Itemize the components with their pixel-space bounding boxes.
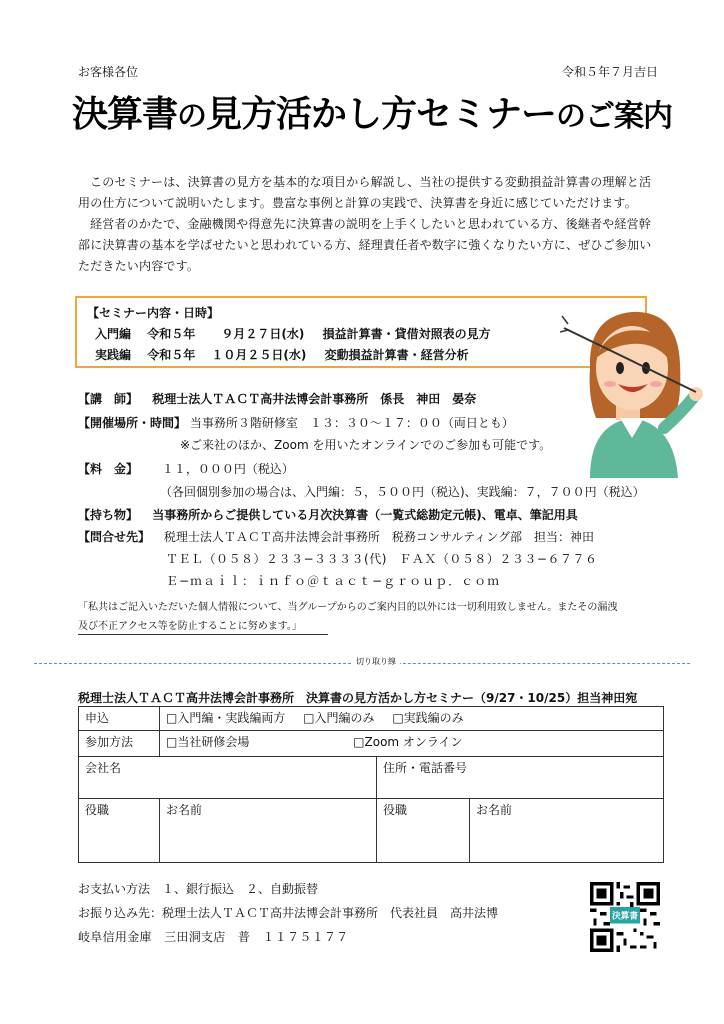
application-form [78, 706, 664, 863]
method-option-zoom[interactable]: □Zoom オンライン [353, 735, 463, 749]
position-label: 役職 [85, 803, 110, 817]
title-part-4: のご案内 [556, 99, 673, 134]
session-topic: 損益計算書・貸借対照表の見方 [322, 327, 491, 341]
session-topic: 変動損益計算書・経営分析 [324, 348, 469, 362]
items-row [78, 506, 578, 523]
address-field[interactable] [377, 757, 664, 799]
session-date: ９月２７日(水) [221, 327, 305, 341]
qr-code[interactable] [590, 882, 660, 952]
seminar-box-heading: 【セミナー内容・日時】 [87, 306, 220, 320]
intro-line: ただきたい内容です。 [78, 259, 200, 273]
cut-line-label: 切り取り線 [352, 656, 400, 667]
payment-account: お振り込み先：税理士法人ＴＡＣＴ高井法博会計事務所 代表社員 高井法博 [78, 906, 499, 920]
session-era: 令和５年 [147, 327, 196, 341]
intro-paragraph-1 [78, 172, 668, 214]
privacy-notice-line: 及び不正アクセス等を防止することに努めます。」 [78, 621, 302, 632]
session-row-1 [95, 325, 491, 342]
apply-label: 申込 [79, 707, 160, 731]
intro-line: このセミナーは、決算書の見方を基本的な項目から解説し、当社の提供する変動損益計算書の理解と活 [90, 175, 652, 189]
lecturer-row [78, 390, 476, 407]
fee-note: （各回個別参加の場合は、入門編：５，５００円（税込)、実践編：７，７００円（税込） [160, 485, 645, 499]
method-option-venue[interactable]: □当社研修会場 [166, 735, 250, 749]
apply-option-practice[interactable]: □実践編のみ [392, 711, 464, 725]
divider [78, 634, 328, 635]
session-row-2 [95, 346, 469, 363]
session-date: １０月２５日(水) [211, 348, 307, 362]
items-value: 当事務所からご提供している月次決算書（一覧式総勘定元帳)、電卓、筆記用具 [152, 508, 578, 522]
presenter-illustration [560, 298, 706, 478]
apply-option-intro[interactable]: □入門編のみ [303, 711, 375, 725]
company-label: 会社名 [85, 761, 122, 775]
address-label: 住所・電話番号 [383, 761, 468, 775]
method-options [160, 731, 664, 757]
items-label: 【持ち物】 [78, 508, 139, 522]
position-label: 役職 [383, 803, 408, 817]
title-part-2: の [177, 99, 207, 134]
name-label: お名前 [166, 803, 203, 817]
lecturer-label: 【講 師】 [78, 392, 139, 406]
addressee: お客様各位 [78, 65, 139, 79]
position-field-1[interactable] [79, 799, 160, 863]
payment-bank: 岐阜信用金庫 三田洞支店 普 １１７５１７７ [78, 930, 349, 944]
contact-value: 税理士法人ＴＡＣＴ高井法博会計事務所 税務コンサルティング部 担当：神田 [163, 530, 595, 544]
session-era: 令和５年 [147, 348, 196, 362]
venue-note: ※ご来社のほか、Zoom を用いたオンラインでのご参加も可能です。 [180, 438, 552, 452]
title-part-1: 決算書 [72, 94, 178, 135]
contact-email: Ｅ−ｍａｉｌ：ｉｎｆｏ＠ｔａｃｔ−ｇｒｏｕｐ．ｃｏｍ [166, 574, 501, 588]
intro-line: 部に決算書の基本を学ばせたいと思われている方、経理責任者や数字に強くなりたい方に、ぜひご参加い [78, 238, 652, 252]
lecturer-value: 税理士法人ＴＡＣＴ高井法博会計事務所 係長 神田 晏奈 [152, 392, 477, 406]
payment-method: お支払い方法 １、銀行振込 ２、自動振替 [78, 882, 319, 896]
fee-row [78, 460, 294, 477]
position-field-2[interactable] [377, 799, 470, 863]
privacy-notice-line: 「私共はご記入いただいた個人情報について、当グループからのご案内目的以外には一切利用致しません。またその漏洩 [78, 602, 618, 613]
apply-options [160, 707, 664, 731]
venue-label: 【開催場所・時間】 [78, 416, 187, 430]
intro-line: 経営者のかたで、金融機関や得意先に決算書の説明を上手くしたいと思われている方、後継者や経営幹 [90, 217, 651, 231]
name-field-2[interactable] [470, 799, 664, 863]
fee-value: １１，０００円（税込） [161, 462, 294, 476]
title-part-3: 見方活かし方セミナー [206, 94, 557, 135]
form-heading: 税理士法人ＴＡＣＴ高井法博会計事務所 決算書の見方活かし方セミナー（9/27・10/25）担当神田宛 [78, 691, 638, 705]
tel-fax: ＴＥＬ（０５８）２３３−３３３３(代) ＦＡＸ（０５８）２３３−６７７６ [166, 552, 598, 566]
apply-option-both[interactable]: □入門編・実践編両方 [166, 711, 286, 725]
session-name: 入門編 [95, 327, 132, 341]
intro-line: 用の仕方について説明いたします。豊富な事例と計算の実践で、決算書を身近に感じていただけます。 [78, 196, 637, 210]
qr-label: 決算書 [612, 911, 638, 922]
company-field[interactable] [79, 757, 377, 799]
contact-label: 【問合せ先】 [78, 530, 151, 544]
page-title [72, 86, 692, 137]
name-field-1[interactable] [160, 799, 377, 863]
session-name: 実践編 [95, 348, 132, 362]
fee-label: 【料 金】 [78, 462, 139, 476]
venue-row [78, 414, 514, 431]
intro-paragraph-2 [78, 214, 668, 277]
privacy-notice [78, 598, 672, 636]
name-label: お名前 [476, 803, 513, 817]
issue-date: 令和５年７月吉日 [562, 65, 659, 79]
venue-value: 当事務所３階研修室 １３：３０～１７：００（両日とも） [189, 416, 514, 430]
contact-row [78, 528, 594, 545]
method-label: 参加方法 [79, 731, 160, 757]
